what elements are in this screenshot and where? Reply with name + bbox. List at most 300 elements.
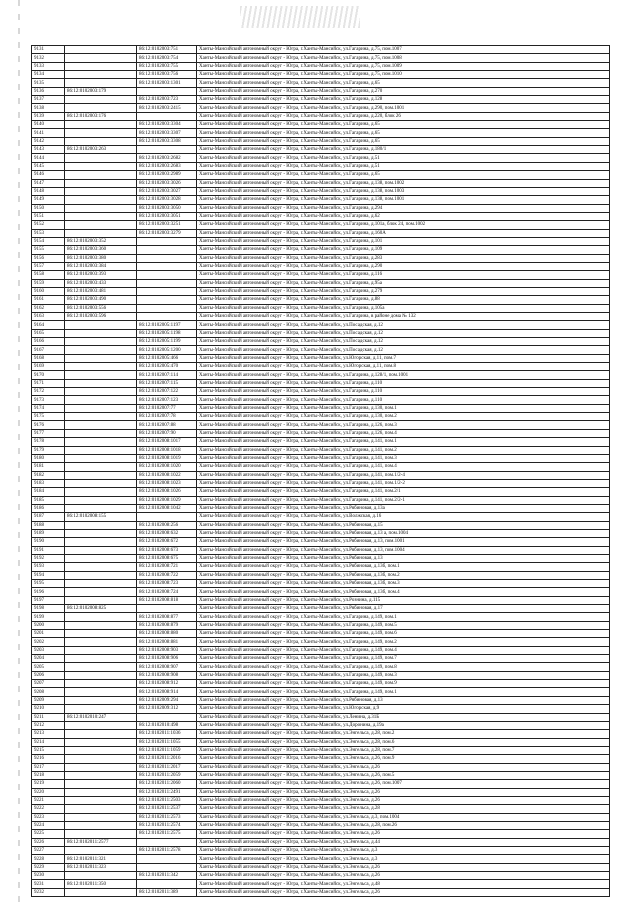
- cadastral-number-old-cell: 86:12:0102008:155: [65, 513, 137, 521]
- row-number-cell: 9175: [32, 413, 65, 421]
- cadastral-number-old-cell: [65, 479, 137, 487]
- row-number-cell: 9192: [32, 554, 65, 562]
- row-number-cell: 9157: [32, 262, 65, 270]
- cadastral-number-cell: 86:12:0102011:342: [137, 872, 197, 880]
- cadastral-number-cell: [137, 237, 197, 245]
- cadastral-number-cell: 86:12:0102008:1019: [137, 454, 197, 462]
- table-body: [32, 46, 610, 897]
- cadastral-number-old-cell: [65, 813, 137, 821]
- cadastral-number-old-cell: 86:12:0102003:384: [65, 262, 137, 270]
- table-row: [32, 488, 610, 496]
- cadastral-number-old-cell: [65, 721, 137, 729]
- address-cell: Ханты-Мансийский автономный округ - Югра, г.Ханты-Мансийск, ул.Гагарина, д.75, пом.1008: [197, 54, 610, 62]
- cadastral-number-cell: 86:12:0102003:3279: [137, 229, 197, 237]
- cadastral-number-cell: 86:12:0102003:756: [137, 71, 197, 79]
- cadastral-number-old-cell: [65, 613, 137, 621]
- address-cell: Ханты-Мансийский автономный округ - Югра, г.Ханты-Мансийск, ул.Рябиновая, д.13а: [197, 504, 610, 512]
- cadastral-number-old-cell: [65, 621, 137, 629]
- cadastral-number-old-cell: [65, 872, 137, 880]
- row-number-cell: 9183: [32, 479, 65, 487]
- cadastral-number-old-cell: [65, 187, 137, 195]
- address-cell: Ханты-Мансийский автономный округ - Югра, г.Ханты-Мансийск, ул.Гагарина, д.141, пом.1: [197, 438, 610, 446]
- address-cell: Ханты-Мансийский автономный округ - Югра, г.Ханты-Мансийск, ул.Гагарина, д.126, пом.3: [197, 421, 610, 429]
- address-cell: Ханты-Мансийский автономный округ - Югра, г.Ханты-Мансийск, ул.Гагарина, д.141, пом.4: [197, 463, 610, 471]
- table-row: [32, 112, 610, 120]
- cadastral-number-old-cell: [65, 379, 137, 387]
- cadastral-number-cell: 86:12:0102003:723: [137, 96, 197, 104]
- address-cell: Ханты-Мансийский автономный округ - Югра, г.Ханты-Мансийск, ул.Гагарина, д.290, пом.1001: [197, 104, 610, 112]
- cadastral-number-cell: [137, 863, 197, 871]
- table-row: [32, 705, 610, 713]
- cadastral-number-cell: [137, 313, 197, 321]
- cadastral-number-cell: 86:12:0102008:723: [137, 580, 197, 588]
- cadastral-number-cell: [137, 271, 197, 279]
- table-row: [32, 571, 610, 579]
- cadastral-number-cell: 86:12:0102008:1029: [137, 496, 197, 504]
- address-cell: Ханты-Мансийский автономный округ - Югра, г.Ханты-Мансийск, ул.Гагарина, д.141, пом.2: [197, 446, 610, 454]
- table-row: [32, 246, 610, 254]
- row-number-cell: 9212: [32, 721, 65, 729]
- cadastral-number-old-cell: [65, 763, 137, 771]
- table-row: [32, 104, 610, 112]
- table-row: [32, 413, 610, 421]
- row-number-cell: 9153: [32, 229, 65, 237]
- cadastral-number-old-cell: [65, 129, 137, 137]
- address-cell: Ханты-Мансийский автономный округ - Югра, г.Ханты-Мансийск, ул.Гагарина, д.141, пом.2/1: [197, 488, 610, 496]
- address-cell: Ханты-Мансийский автономный округ - Югра, г.Ханты-Мансийск, ул.Посадская, д.12: [197, 346, 610, 354]
- row-number-cell: 9162: [32, 304, 65, 312]
- cadastral-number-old-cell: [65, 788, 137, 796]
- row-number-cell: 9179: [32, 446, 65, 454]
- table-row: [32, 354, 610, 362]
- table-row: [32, 521, 610, 529]
- cadastral-number-cell: 86:12:0102003:751: [137, 46, 197, 54]
- table-row: [32, 671, 610, 679]
- cadastral-number-old-cell: [65, 588, 137, 596]
- cadastral-number-old-cell: [65, 137, 137, 145]
- cadastral-number-old-cell: [65, 671, 137, 679]
- address-cell: Ханты-Мансийский автономный округ - Югра, г.Ханты-Мансийск, ул.Гагарина, д.65: [197, 129, 610, 137]
- cadastral-number-cell: 86:12:0102010:498: [137, 721, 197, 729]
- cadastral-number-old-cell: [65, 79, 137, 87]
- address-cell: Ханты-Мансийский автономный округ - Югра, г.Ханты-Мансийск, ул.Рябиновая, д.15: [197, 521, 610, 529]
- cadastral-number-cell: [137, 246, 197, 254]
- cadastral-number-cell: [137, 605, 197, 613]
- row-number-cell: 9181: [32, 463, 65, 471]
- cadastral-number-old-cell: [65, 171, 137, 179]
- address-cell: Ханты-Мансийский автономный округ - Югра, г.Ханты-Мансийск, ул.Гагарина, д.88: [197, 296, 610, 304]
- address-cell: Ханты-Мансийский автономный округ - Югра, г.Ханты-Мансийск, ул.Гагарина, д.65: [197, 121, 610, 129]
- table-row: [32, 588, 610, 596]
- cadastral-number-cell: 86:12:0102003:754: [137, 54, 197, 62]
- cadastral-number-cell: 86:12:0102008:903: [137, 646, 197, 654]
- cadastral-number-old-cell: [65, 204, 137, 212]
- cadastral-number-cell: 86:12:0102003:3308: [137, 137, 197, 145]
- table-row: [32, 154, 610, 162]
- table-row: [32, 630, 610, 638]
- row-number-cell: 9168: [32, 354, 65, 362]
- cadastral-number-cell: 86:12:0102007:115: [137, 379, 197, 387]
- address-cell: Ханты-Мансийский автономный округ - Югра, г.Ханты-Мансийск, ул.Гагарина, д.149, пом.4: [197, 646, 610, 654]
- row-number-cell: 9188: [32, 521, 65, 529]
- cadastral-number-old-cell: [65, 538, 137, 546]
- table-row: [32, 596, 610, 604]
- row-number-cell: 9194: [32, 571, 65, 579]
- address-cell: Ханты-Мансийский автономный округ - Югра, г.Ханты-Мансийск, ул.Югорская, д.9: [197, 705, 610, 713]
- row-number-cell: 9203: [32, 646, 65, 654]
- table-row: [32, 479, 610, 487]
- cadastral-number-old-cell: [65, 321, 137, 329]
- address-cell: Ханты-Мансийский автономный округ - Югра, г.Ханты-Мансийск, ул.Рознина, д.115: [197, 596, 610, 604]
- cadastral-number-old-cell: [65, 404, 137, 412]
- table-row: [32, 187, 610, 195]
- table-row: [32, 388, 610, 396]
- table-row: [32, 287, 610, 295]
- scan-edge-artifact: [18, 0, 20, 905]
- row-number-cell: 9136: [32, 87, 65, 95]
- address-cell: Ханты-Мансийский автономный округ - Югра, г.Ханты-Мансийск, ул.Гагарина, д.65: [197, 79, 610, 87]
- table-row: [32, 304, 610, 312]
- row-number-cell: 9217: [32, 763, 65, 771]
- address-cell: Ханты-Мансийский автономный округ - Югра, г.Ханты-Мансийск, ул.Гагарина, д.138, пом.1001: [197, 196, 610, 204]
- table-row: [32, 204, 610, 212]
- address-cell: Ханты-Мансийский автономный округ - Югра, г.Ханты-Мансийск, ул.Энгельса, д.26, пом.9: [197, 755, 610, 763]
- cadastral-number-old-cell: [65, 71, 137, 79]
- address-cell: Ханты-Мансийский автономный округ - Югра, г.Ханты-Мансийск, ул.Рябиновая, д.13 а, пом.1004: [197, 529, 610, 537]
- cadastral-number-old-cell: 86:12:0102003:179: [65, 87, 137, 95]
- cadastral-number-cell: [137, 880, 197, 888]
- address-cell: Ханты-Мансийский автономный округ - Югра, г.Ханты-Мансийск, ул.Гагарина, д.149, пом.5: [197, 621, 610, 629]
- cadastral-number-cell: [137, 146, 197, 154]
- address-cell: Ханты-Мансийский автономный округ - Югра, г.Ханты-Мансийск, ул.Энгельса, д.26: [197, 796, 610, 804]
- address-cell: Ханты-Мансийский автономный округ - Югра, г.Ханты-Мансийск, ул.Гагарина, д.75, пом.1007: [197, 46, 610, 54]
- row-number-cell: 9163: [32, 313, 65, 321]
- cadastral-number-cell: 86:12:0102008:912: [137, 680, 197, 688]
- table-row: [32, 655, 610, 663]
- row-number-cell: 9209: [32, 696, 65, 704]
- cadastral-number-old-cell: [65, 630, 137, 638]
- address-cell: Ханты-Мансийский автономный округ - Югра, г.Ханты-Мансийск, ул.Гагарина, д.141, пом.2/2-1: [197, 496, 610, 504]
- row-number-cell: 9220: [32, 788, 65, 796]
- address-cell: Ханты-Мансийский автономный округ - Югра, г.Ханты-Мансийск, ул.Гагарина, д.109: [197, 246, 610, 254]
- cadastral-number-old-cell: 86:12:0102003:596: [65, 313, 137, 321]
- table-row: [32, 321, 610, 329]
- address-cell: Ханты-Мансийский автономный округ - Югра, г.Ханты-Мансийск, ул.Гагарина, д.110: [197, 396, 610, 404]
- row-number-cell: 9216: [32, 755, 65, 763]
- table-row: [32, 146, 610, 154]
- cadastral-number-cell: 86:12:0102011:2575: [137, 830, 197, 838]
- table-row: [32, 438, 610, 446]
- cadastral-number-old-cell: [65, 454, 137, 462]
- table-row: [32, 196, 610, 204]
- address-cell: Ханты-Мансийский автономный округ - Югра, г.Ханты-Мансийск, ул.Рябиновая, д.13, пом.1004: [197, 546, 610, 554]
- table-row: [32, 538, 610, 546]
- address-cell: Ханты-Мансийский автономный округ - Югра, г.Ханты-Мансийск, ул.Гагарина, д.51: [197, 162, 610, 170]
- cadastral-number-old-cell: [65, 212, 137, 220]
- row-number-cell: 9151: [32, 212, 65, 220]
- cadastral-number-old-cell: [65, 796, 137, 804]
- cadastral-number-cell: 86:12:0102008:722: [137, 571, 197, 579]
- address-cell: Ханты-Мансийский автономный округ - Югра, г.Ханты-Мансийск, ул.Рябиновая, д.13: [197, 554, 610, 562]
- table-row: [32, 454, 610, 462]
- address-cell: Ханты-Мансийский автономный округ - Югра, г.Ханты-Мансийск, ул.Доронина, д.19а: [197, 721, 610, 729]
- cadastral-number-cell: 86:12:0102008:1022: [137, 471, 197, 479]
- row-number-cell: 9131: [32, 46, 65, 54]
- cadastral-number-old-cell: [65, 438, 137, 446]
- address-cell: Ханты-Мансийский автономный округ - Югра, г.Ханты-Мансийск, ул.Рябиновая, д.13б, пом.3: [197, 580, 610, 588]
- cadastral-number-old-cell: [65, 680, 137, 688]
- cadastral-number-cell: 86:12:0102008:1026: [137, 488, 197, 496]
- cadastral-number-cell: 86:12:0102007:78: [137, 413, 197, 421]
- row-number-cell: 9230: [32, 872, 65, 880]
- stamp-mark: [240, 6, 360, 28]
- address-cell: Ханты-Мансийский автономный округ - Югра, г.Ханты-Мансийск, ул.Гагарина, д.62: [197, 212, 610, 220]
- cadastral-number-old-cell: [65, 221, 137, 229]
- cadastral-number-cell: [137, 855, 197, 863]
- address-cell: Ханты-Мансийский автономный округ - Югра, г.Ханты-Мансийск, ул.Энгельса, д.3: [197, 855, 610, 863]
- row-number-cell: 9231: [32, 880, 65, 888]
- cadastral-number-cell: 86:12:0102007:88: [137, 421, 197, 429]
- row-number-cell: 9186: [32, 504, 65, 512]
- address-cell: Ханты-Мансийский автономный округ - Югра, г.Ханты-Мансийск, ул.Гагарина, д.101: [197, 237, 610, 245]
- cadastral-number-old-cell: [65, 580, 137, 588]
- cadastral-number-cell: 86:12:0102005:1199: [137, 338, 197, 346]
- table-row: [32, 137, 610, 145]
- cadastral-number-old-cell: 86:12:0102003:393: [65, 271, 137, 279]
- table-row: [32, 271, 610, 279]
- address-cell: Ханты-Мансийский автономный округ - Югра, г.Ханты-Мансийск, ул.Энгельса, д.44: [197, 838, 610, 846]
- address-cell: Ханты-Мансийский автономный округ - Югра, г.Ханты-Мансийск, ул.Посадская, д.12: [197, 329, 610, 337]
- cadastral-number-cell: 86:12:0102007:123: [137, 396, 197, 404]
- table-row: [32, 446, 610, 454]
- row-number-cell: 9166: [32, 338, 65, 346]
- row-number-cell: 9204: [32, 655, 65, 663]
- table-row: [32, 421, 610, 429]
- cadastral-number-cell: 86:12:0102008:818: [137, 596, 197, 604]
- cadastral-number-old-cell: 86:12:0102003:556: [65, 304, 137, 312]
- cadastral-number-cell: 86:12:0102011:2537: [137, 805, 197, 813]
- cadastral-number-old-cell: 86:12:0102003:176: [65, 112, 137, 120]
- cadastral-number-old-cell: [65, 396, 137, 404]
- row-number-cell: 9223: [32, 813, 65, 821]
- row-number-cell: 9225: [32, 830, 65, 838]
- cadastral-number-cell: 86:12:0102008:1018: [137, 446, 197, 454]
- row-number-cell: 9165: [32, 329, 65, 337]
- table-row: [32, 638, 610, 646]
- row-number-cell: 9215: [32, 746, 65, 754]
- address-cell: Ханты-Мансийский автономный округ - Югра, г.Ханты-Мансийск, ул.Энгельса, д.3, пом.1004: [197, 813, 610, 821]
- cadastral-number-old-cell: [65, 730, 137, 738]
- cadastral-number-cell: 86:12:0102008:877: [137, 613, 197, 621]
- cadastral-number-old-cell: [65, 96, 137, 104]
- row-number-cell: 9177: [32, 429, 65, 437]
- cadastral-number-old-cell: [65, 46, 137, 54]
- row-number-cell: 9229: [32, 863, 65, 871]
- row-number-cell: 9138: [32, 104, 65, 112]
- cadastral-number-old-cell: 86:12:0102011:323: [65, 863, 137, 871]
- cadastral-number-old-cell: [65, 54, 137, 62]
- address-cell: Ханты-Мансийский автономный округ - Югра, г.Ханты-Мансийск, ул.Югорская, д.11, пом.7: [197, 354, 610, 362]
- address-cell: Ханты-Мансийский автономный округ - Югра, г.Ханты-Мансийск, ул.Энгельса, д.26, пом.5: [197, 771, 610, 779]
- row-number-cell: 9146: [32, 171, 65, 179]
- table-row: [32, 529, 610, 537]
- row-number-cell: 9142: [32, 137, 65, 145]
- address-cell: Ханты-Мансийский автономный округ - Югра, г.Ханты-Мансийск, ул.Гагарина, д.65: [197, 171, 610, 179]
- cadastral-number-old-cell: 86:12:0102010:247: [65, 713, 137, 721]
- row-number-cell: 9149: [32, 196, 65, 204]
- cadastral-number-cell: 86:12:0102007:90: [137, 429, 197, 437]
- cadastral-number-old-cell: [65, 554, 137, 562]
- cadastral-number-old-cell: [65, 755, 137, 763]
- address-cell: Ханты-Мансийский автономный округ - Югра, г.Ханты-Мансийск, ул.Гагарина, в районе дома № 132: [197, 313, 610, 321]
- address-cell: Ханты-Мансийский автономный округ - Югра, г.Ханты-Мансийск, ул.Посадская, д.12: [197, 321, 610, 329]
- cadastral-number-cell: 86:12:0102007:114: [137, 371, 197, 379]
- table-row: [32, 129, 610, 137]
- cadastral-number-old-cell: [65, 821, 137, 829]
- cadastral-number-cell: [137, 279, 197, 287]
- table-row: [32, 771, 610, 779]
- cadastral-number-old-cell: [65, 62, 137, 70]
- cadastral-number-old-cell: [65, 546, 137, 554]
- table-row: [32, 755, 610, 763]
- property-register-table: [31, 45, 610, 897]
- cadastral-number-old-cell: [65, 596, 137, 604]
- table-row: [32, 429, 610, 437]
- address-cell: Ханты-Мансийский автономный округ - Югра, г.Ханты-Мансийск, ул.Гагарина, д.149, пом.8: [197, 663, 610, 671]
- row-number-cell: 9213: [32, 730, 65, 738]
- cadastral-number-cell: 86:12:0102003:2683: [137, 162, 197, 170]
- table-row: [32, 229, 610, 237]
- address-cell: Ханты-Мансийский автономный округ - Югра, г.Ханты-Мансийск, ул.Рябиновая, д.13б, пом.1: [197, 563, 610, 571]
- table-row: [32, 880, 610, 888]
- table-row: [32, 162, 610, 170]
- address-cell: Ханты-Мансийский автономный округ - Югра, г.Ханты-Мансийск, ул.Рябиновая, д.13: [197, 696, 610, 704]
- table-row: [32, 96, 610, 104]
- cadastral-number-cell: 86:12:0102005:1197: [137, 321, 197, 329]
- cadastral-number-old-cell: [65, 696, 137, 704]
- table-row: [32, 171, 610, 179]
- cadastral-number-cell: 86:12:0102003:3027: [137, 187, 197, 195]
- table-row: [32, 237, 610, 245]
- cadastral-number-old-cell: [65, 830, 137, 838]
- row-number-cell: 9132: [32, 54, 65, 62]
- table-row: [32, 346, 610, 354]
- address-cell: Ханты-Мансийский автономный округ - Югра, г.Ханты-Мансийск, ул.Гагарина, д.141, пом.1/2-2: [197, 479, 610, 487]
- cadastral-number-cell: 86:12:0102005:1200: [137, 346, 197, 354]
- row-number-cell: 9160: [32, 287, 65, 295]
- row-number-cell: 9206: [32, 671, 65, 679]
- cadastral-number-old-cell: [65, 688, 137, 696]
- table-row: [32, 605, 610, 613]
- cadastral-number-old-cell: 86:12:0102003:263: [65, 146, 137, 154]
- cadastral-number-cell: [137, 254, 197, 262]
- cadastral-number-cell: 86:12:0102008:907: [137, 663, 197, 671]
- address-cell: Ханты-Мансийский автономный округ - Югра, г.Ханты-Мансийск, ул.Гагарина, д.160А: [197, 229, 610, 237]
- cadastral-number-cell: 86:12:0102011:2059: [137, 771, 197, 779]
- row-number-cell: 9159: [32, 279, 65, 287]
- cadastral-number-cell: 86:12:0102009:294: [137, 696, 197, 704]
- address-cell: Ханты-Мансийский автономный округ - Югра, г.Ханты-Мансийск, ул.Гагарина, д.149, пом.1: [197, 688, 610, 696]
- address-cell: Ханты-Мансийский автономный округ - Югра, г.Ханты-Мансийск, ул.Гагарина, д.149, пом.3: [197, 671, 610, 679]
- table-row: [32, 621, 610, 629]
- row-number-cell: 9224: [32, 821, 65, 829]
- cadastral-number-old-cell: 86:12:0102003:360: [65, 246, 137, 254]
- cadastral-number-old-cell: [65, 638, 137, 646]
- row-number-cell: 9178: [32, 438, 65, 446]
- table-row: [32, 780, 610, 788]
- cadastral-number-old-cell: [65, 571, 137, 579]
- row-number-cell: 9182: [32, 471, 65, 479]
- cadastral-number-cell: 86:12:0102011:1059: [137, 746, 197, 754]
- address-cell: Ханты-Мансийский автономный округ - Югра, г.Ханты-Мансийск, ул.Гагарина, д.110: [197, 379, 610, 387]
- row-number-cell: 9227: [32, 847, 65, 855]
- table-row: [32, 821, 610, 829]
- address-cell: Ханты-Мансийский автономный округ - Югра, г.Ханты-Мансийск, ул.Гагарина, д.138, пом.1002: [197, 179, 610, 187]
- table-row: [32, 371, 610, 379]
- address-cell: Ханты-Мансийский автономный округ - Югра, г.Ханты-Мансийск, ул.Энгельса, д.26: [197, 788, 610, 796]
- cadastral-number-cell: 86:12:0102011:1055: [137, 738, 197, 746]
- table-row: [32, 212, 610, 220]
- row-number-cell: 9187: [32, 513, 65, 521]
- table-row: [32, 563, 610, 571]
- table-row: [32, 796, 610, 804]
- address-cell: Ханты-Мансийский автономный округ - Югра, г.Ханты-Мансийск, ул.Гагарина, д.141, пом.1/2-4: [197, 471, 610, 479]
- address-cell: Ханты-Мансийский автономный округ - Югра, г.Ханты-Мансийск, ул.Энгельса, д.26: [197, 863, 610, 871]
- row-number-cell: 9221: [32, 796, 65, 804]
- row-number-cell: 9228: [32, 855, 65, 863]
- table-row: [32, 813, 610, 821]
- address-cell: Ханты-Мансийский автономный округ - Югра, г.Ханты-Мансийск, ул.Гагарина, д.51: [197, 154, 610, 162]
- address-cell: Ханты-Мансийский автономный округ - Югра, г.Ханты-Мансийск, ул.Энгельса, д.28: [197, 805, 610, 813]
- cadastral-number-old-cell: 86:12:0102003:433: [65, 279, 137, 287]
- row-number-cell: 9169: [32, 363, 65, 371]
- table-row: [32, 379, 610, 387]
- cadastral-number-cell: 86:12:0102009:312: [137, 705, 197, 713]
- row-number-cell: 9202: [32, 638, 65, 646]
- address-cell: Ханты-Мансийский автономный округ - Югра, г.Ханты-Мансийск, ул.Гагарина, д.138, пом.1003: [197, 187, 610, 195]
- address-cell: Ханты-Мансийский автономный округ - Югра, г.Ханты-Мансийск, ул.Гагарина, д.95а: [197, 279, 610, 287]
- address-cell: Ханты-Мансийский автономный округ - Югра, г.Ханты-Мансийск, ул.Рябиновая, д.13б, пом.4: [197, 588, 610, 596]
- cadastral-number-cell: 86:12:0102008:675: [137, 554, 197, 562]
- cadastral-number-cell: 86:12:0102008:879: [137, 621, 197, 629]
- table-row: [32, 404, 610, 412]
- cadastral-number-cell: 86:12:0102008:880: [137, 630, 197, 638]
- table-row: [32, 79, 610, 87]
- cadastral-number-old-cell: [65, 529, 137, 537]
- address-cell: Ханты-Мансийский автономный округ - Югра, г.Ханты-Мансийск, ул.Гагарина, д.149, пом.7: [197, 655, 610, 663]
- address-cell: Ханты-Мансийский автономный округ - Югра, г.Ханты-Мансийск, ул.Гагарина, д.75, пом.1010: [197, 71, 610, 79]
- cadastral-number-old-cell: [65, 663, 137, 671]
- row-number-cell: 9196: [32, 588, 65, 596]
- row-number-cell: 9189: [32, 529, 65, 537]
- cadastral-number-old-cell: 86:12:0102003:490: [65, 296, 137, 304]
- cadastral-number-old-cell: 86:12:0102011:2577: [65, 838, 137, 846]
- table-row: [32, 313, 610, 321]
- cadastral-number-cell: 86:12:0102003:3251: [137, 221, 197, 229]
- row-number-cell: 9191: [32, 546, 65, 554]
- table-row: [32, 763, 610, 771]
- cadastral-number-cell: 86:12:0102011:2573: [137, 813, 197, 821]
- cadastral-number-old-cell: [65, 496, 137, 504]
- row-number-cell: 9140: [32, 121, 65, 129]
- table-row: [32, 46, 610, 54]
- row-number-cell: 9197: [32, 596, 65, 604]
- row-number-cell: 9133: [32, 62, 65, 70]
- cadastral-number-old-cell: [65, 771, 137, 779]
- row-number-cell: 9150: [32, 204, 65, 212]
- table-row: [32, 262, 610, 270]
- cadastral-number-old-cell: [65, 488, 137, 496]
